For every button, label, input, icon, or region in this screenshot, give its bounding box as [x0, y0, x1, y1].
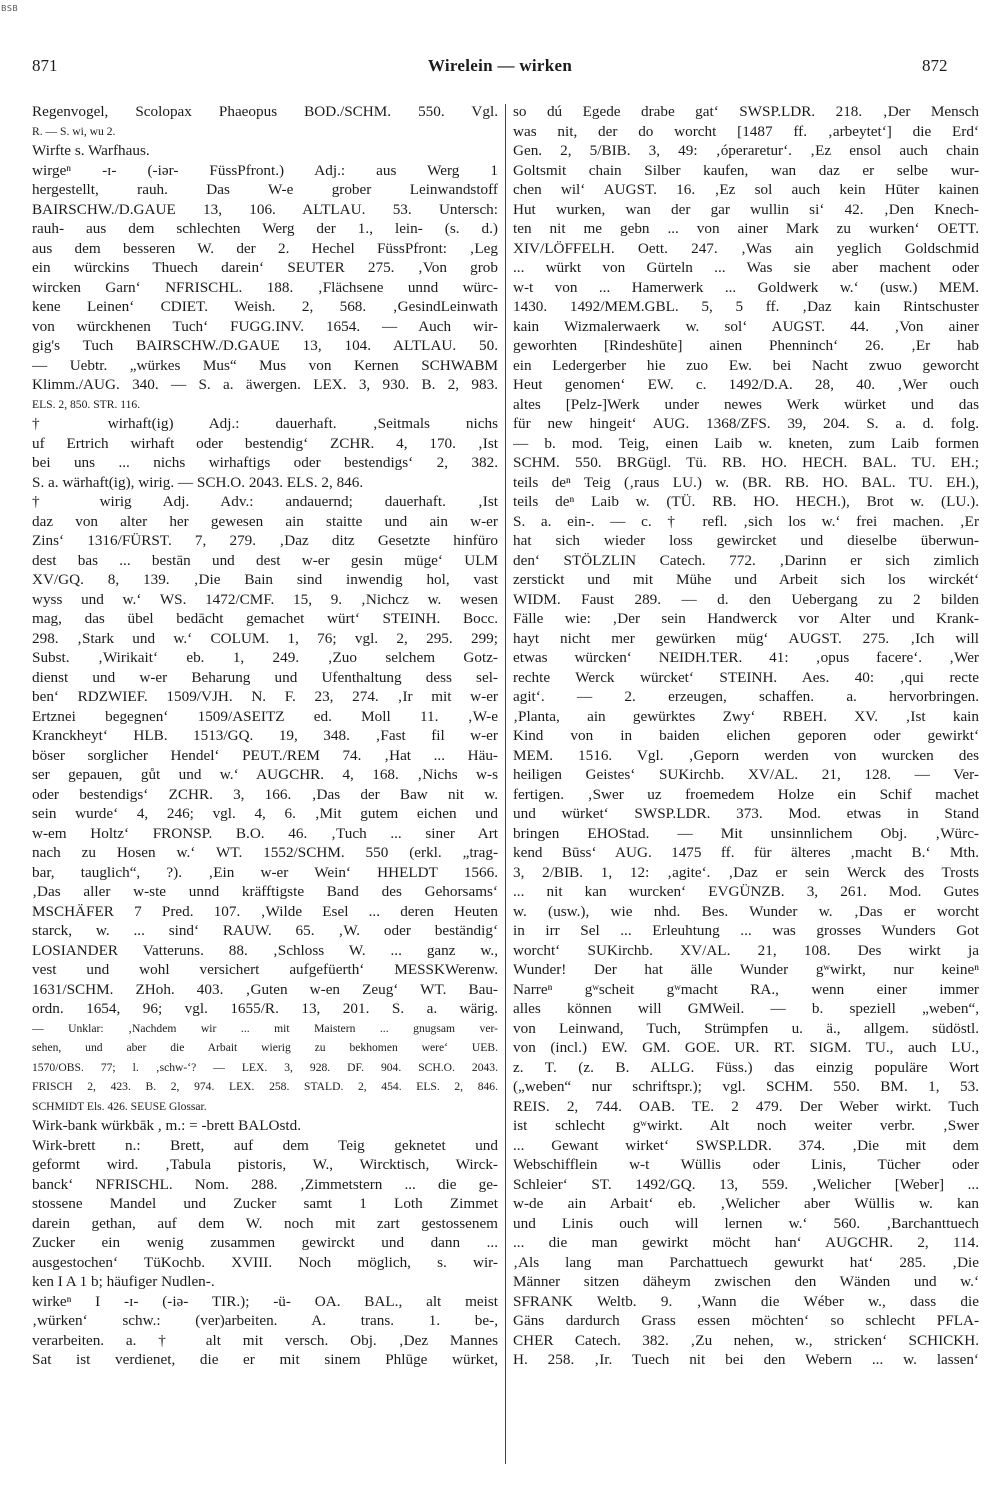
- text-line: teils deⁿ Teig (‚raus LU.) w. (BR. RB. HO. BAL. TU. EH.),: [513, 473, 979, 491]
- text-line: für new hingeit‘ AUG. 1368/ZFS. 39, 204. S. a. d. folg.: [513, 415, 979, 432]
- text-line: SFRANK Weltb. 9. ‚Wann die Wéber w., dass die: [513, 1292, 979, 1310]
- text-line: XV/GQ. 8, 139. ‚Die Bain sind inwendig hol, vast: [32, 571, 498, 588]
- text-line: Hut wurken, wan der gar wullin si‘ 42. ‚Den Knech-: [513, 200, 979, 218]
- text-line: 3, 2/BIB. 1, 12: ‚agite‘. ‚Daz er sein Werck des Trosts: [513, 863, 979, 881]
- text-line: böser sorglicher Hendel‘ PEUT./REM 74. ‚Hat ... Häu-: [32, 746, 498, 764]
- text-line: zerstickt und mit Mühe und Arbeit sich los wirckét‘: [513, 571, 979, 588]
- text-line: Sat ist verdienet, die er mit sinem Phlūge würket,: [32, 1351, 498, 1368]
- text-line: uf Ertrich wirhaft oder bestendig‘ ZCHR. 4, 170. ‚Ist: [32, 434, 498, 452]
- left-column: [32, 102, 498, 1472]
- text-line: gig's Tuch BAIRSCHW./D.GAUE 13, 104. ALTLAU. 50.: [32, 337, 498, 354]
- text-line: Zins‘ 1316/FÜRST. 7, 279. ‚Daz ditz Gesetzte hinfüro: [32, 532, 498, 549]
- text-line: oder bestendigs‘ ZCHR. 3, 166. ‚Das der Baw nit w.: [32, 785, 498, 803]
- text-line: kend Būss‘ AUG. 1475 ff. für älteres ‚macht B.‘ Mth.: [513, 844, 979, 861]
- text-line: („weben“ nur schriftspr.); vgl. SCHM. 550. BM. 1, 53.: [513, 1078, 979, 1095]
- text-line: ausgestochen‘ TüKochb. XVIII. Noch möglich, s. wir-: [32, 1253, 498, 1271]
- text-line: banck‘ NFRISCHL. Nom. 288. ‚Zimmetstern ... die ge-: [32, 1175, 498, 1193]
- text-line: stossene Mandel und Zucker samt 1 Loth Zimmet: [32, 1195, 498, 1212]
- text-line: rauh- aus dem schlechten Werg der 1., lein- (s. d.): [32, 220, 498, 237]
- page-number-left: 871: [32, 56, 58, 75]
- text-line: Webschifflein w-t Wüllis oder Linis, Tücher oder: [513, 1156, 979, 1173]
- text-line: REIS. 2, 744. OAB. TE. 2 479. Der Weber wirkt. Tuch: [513, 1097, 979, 1115]
- text-line: Ertznei begegnen‘ 1509/ASEITZ ed. Moll 11. ‚W-e: [32, 707, 498, 725]
- text-line: ist schlecht gʷwirkt. Alt noch weiter verbr. ‚Swer: [513, 1117, 979, 1134]
- text-line: vest und wohl versichert aufgefüerth‘ MESSKWerenw.: [32, 961, 498, 978]
- running-title: Wirelein — wirken: [427, 56, 573, 75]
- text-line: hayt nicht mer gewürken müg‘ AUGST. 275. ‚Ich will: [513, 629, 979, 647]
- text-line: † wirhaft(ig) Adj.: dauerhaft. ‚Seitmals nichs: [32, 415, 498, 432]
- text-line: worcht‘ SUKirchb. XV/AL. 21, 108. Des wirkt ja: [513, 941, 979, 959]
- text-line: nach zu Hosen w.‘ WT. 1552/SCHM. 550 (erkl. „trag-: [32, 844, 498, 861]
- text-line: w-t von ... Hamerwerk ... Goldwerk w.‘ (usw.) MEM.: [513, 278, 979, 296]
- text-line: Zucker ein wenig zusammen gewirckt und dann ...: [32, 1234, 498, 1251]
- text-line: bar, tauglich“, ?). ‚Ein w-er Wein‘ HHELDT 1566.: [32, 863, 498, 881]
- text-line: Kind von in baiden elichen geporen oder gewirkt‘: [513, 727, 979, 744]
- text-line: ... die man gewirkt möcht han‘ AUGCHR. 2, 114.: [513, 1234, 979, 1251]
- text-line: Wirfte s. Warfhaus.: [32, 142, 150, 159]
- text-line: geformt wird. ‚Tabula pistoris, W., Wircktisch, Wirck-: [32, 1156, 498, 1173]
- text-line: ‚Planta, ain gewürktes Zwy‘ RBEH. XV. ‚Ist kain: [513, 707, 979, 725]
- text-line: geworhten [Rindeshūte] ainen Phenninch‘ 26. ‚Er hab: [513, 337, 979, 354]
- text-line: wyss und w.‘ WS. 1472/CMF. 15, 9. ‚Nichcz w. wesen: [32, 590, 498, 608]
- text-line: R. — S. wi, wu 2.: [32, 124, 116, 138]
- text-line: w-de ain Arbait‘ eb. ‚Welicher aber Wüllis w. kan: [513, 1195, 979, 1212]
- text-line: 1430. 1492/MEM.GBL. 5, 5 ff. ‚Daz kain Rintschuster: [513, 298, 979, 315]
- text-line: Wunder! Der hat älle Wunder gʷwirkt, nur keineⁿ: [513, 961, 979, 978]
- text-line: ben‘ RDZWIEF. 1509/VJH. N. F. 23, 274. ‚Ir mit w-er: [32, 688, 498, 705]
- text-line: ... Gewant wirket‘ SWSP.LDR. 374. ‚Die mit dem: [513, 1136, 979, 1154]
- text-line: ‚Das aller w-ste unnd kräfftigste Band des Gehorsams‘: [32, 883, 498, 900]
- text-line: S. a. ein-. — c. † refl. ‚sich los w.‘ frei machen. ‚Er: [513, 512, 979, 530]
- text-line: Wirk-brett n.: Brett, auf dem Teig geknetet und: [32, 1136, 498, 1154]
- text-line: ‚Als lang man Parchattuech gewurkt hat‘ 285. ‚Die: [513, 1253, 979, 1271]
- text-line: wircken Garn‘ NFRISCHL. 188. ‚Flächsene unnd würc-: [32, 278, 498, 296]
- text-line: von (incl.) EW. GM. GOE. UR. RT. SIGM. TU., auch LU.,: [513, 1039, 979, 1056]
- text-line: ... würkt von Gürteln ... Was sie aber machent oder: [513, 259, 979, 276]
- text-line: wirkeⁿ I -ɪ- (-iə- TIR.); -ü- OA. BAL., alt meist: [32, 1292, 498, 1310]
- text-line: Männer sitzen däheym zwischen den Wänden und w.‘: [513, 1273, 979, 1290]
- text-line: Goltsmit chain Silber kaufen, wan daz er selbe wur-: [513, 161, 979, 179]
- text-line: von würckhenen Tuch‘ FUGG.INV. 1654. — Auch wir-: [32, 317, 498, 335]
- text-line: rechte Werck würcket‘ STEINH. Aes. 40: ‚qui recte: [513, 668, 979, 686]
- column-divider: [505, 104, 506, 1464]
- text-line: ... nit kan wurcken‘ EVGÜNZB. 3, 261. Mod. Gutes: [513, 883, 979, 900]
- text-line: 298. ‚Stark und w.‘ COLUM. 1, 76; vgl. 2, 295. 299;: [32, 629, 498, 647]
- text-line: BAIRSCHW./D.GAUE 13, 106. ALTLAU. 53. Untersch:: [32, 200, 498, 218]
- text-line: 1570/OBS. 77; l. ‚schw-‘? — LEX. 3, 928. DF. 904. SCH.O. 2043.: [32, 1060, 498, 1074]
- text-line: Narreⁿ gʷscheit gʷmacht RA., wenn einer immer: [513, 980, 979, 998]
- text-line: dest bas ... bestān und dest w-er gesin müge‘ ULM: [32, 551, 498, 569]
- text-line: — b. mod. Teig, einen Laib w. kneten, zum Laib formen: [513, 434, 979, 452]
- text-line: 1631/SCHM. ZHoh. 403. ‚Guten w-en Zeug‘ WT. Bau-: [32, 980, 498, 998]
- text-line: in irr Sel ... Erleuhtung ... was grosses Wunders Got: [513, 922, 979, 939]
- text-line: etwas würcken‘ NEIDH.TER. 41: ‚opus facere‘. ‚Wer: [513, 649, 979, 666]
- text-line: ser gepauen, gůt und w.‘ AUGCHR. 4, 168. ‚Nichs w-s: [32, 766, 498, 783]
- text-line: hergestellt, rauh. Das W-e grober Leinwandstoff: [32, 181, 498, 198]
- text-line: kene Leinen‘ CDIET. Weish. 2, 568. ‚GesindLeinwath: [32, 298, 498, 315]
- text-line: altes [Pelz-]Werk under newes Werk würket und das: [513, 395, 979, 413]
- text-line: w. (usw.), wie nhd. Bes. Wunder w. ‚Das er worcht: [513, 902, 979, 920]
- text-line: agit‘. — 2. erzeugen, schaffen. a. hervorbringen.: [513, 688, 979, 705]
- text-line: SCHM. 550. BRGügl. Tü. RB. HO. HECH. BAL. TU. EH.;: [513, 454, 979, 471]
- text-line: dienst und w-er Beharung und Ufenthaltung dess sel-: [32, 668, 498, 686]
- text-line: FRISCH 2, 423. B. 2, 974. LEX. 258. STALD. 2, 454. ELS. 2, 846.: [32, 1080, 498, 1093]
- text-line: MSCHÄFER 7 Pred. 107. ‚Wilde Esel ... deren Heuten: [32, 902, 498, 920]
- text-line: von Leinwand, Tuch, Strümpfen u. ä., allgem. südöstl.: [513, 1019, 979, 1037]
- text-line: SCHMIDT Els. 426. SEUSE Glossar.: [32, 1099, 207, 1113]
- text-line: heiligen Geistes‘ SUKirchb. XV/AL. 21, 128. — Ver-: [513, 766, 979, 783]
- text-line: Wirk-bank würkbāk , m.: = -brett BALOstd.: [32, 1117, 302, 1134]
- text-line: hat sich wieder loss gewircket und dieselbe überwun-: [513, 532, 979, 549]
- text-line: bringen EHOStad. — Mit unsinnlichem Obj. ‚Würc-: [513, 824, 979, 842]
- text-line: Gen. 2, 5/BIB. 3, 49: ‚óperaretur‘. ‚Ez ensol auch chain: [513, 142, 979, 159]
- text-line: Subst. ‚Wirikait‘ eb. 1, 249. ‚Zuo selchem Gotz-: [32, 649, 498, 666]
- text-line: darein gethan, auf dem W. noch mit zart gestossenem: [32, 1214, 498, 1232]
- text-line: — Unklar: ‚Nachdem wir ... mit Maistern ... gnugsam ver-: [32, 1021, 498, 1035]
- text-line: wirgeⁿ -ɪ- (-iər- FüssPfront.) Adj.: aus Werg 1: [32, 161, 498, 179]
- text-line: Fälle wie: ‚Der sein Handwerck vor Alter und Krank-: [513, 610, 979, 627]
- text-line: was nit, der do worcht [1487 ff. ‚arbeytet‘] die Erd‘: [513, 122, 979, 140]
- text-line: LOSIANDER Vatteruns. 88. ‚Schloss W. ... ganz w.,: [32, 941, 498, 959]
- text-line: sein wurde‘ 4, 246; vgl. 4, 6. ‚Mit gutem eichen und: [32, 805, 498, 822]
- text-line: Kranckheyt‘ HLB. 1513/GQ. 19, 348. ‚Fast fil w-er: [32, 727, 498, 744]
- text-line: † wirig Adj. Adv.: andauernd; dauerhaft. ‚Ist: [32, 493, 498, 510]
- text-line: teils deⁿ Laib w. (TÜ. RB. HO. HECH.), Brot w. (LU.).: [513, 493, 979, 510]
- page-number-right: 872: [922, 56, 948, 75]
- text-line: Heut genomen‘ EW. c. 1492/D.A. 28, 40. ‚Wer ouch: [513, 376, 979, 393]
- text-line: alles können will GMWeil. — b. speziell „weben“,: [513, 1000, 979, 1017]
- text-line: und würket‘ SWSP.LDR. 373. Mod. etwas in Stand: [513, 805, 979, 822]
- text-line: H. 258. ‚Ir. Tuech nit bei den Webern ... w. lassen‘: [513, 1351, 979, 1368]
- text-line: daz von alter her gewesen ain staitte und ain w-er: [32, 512, 498, 530]
- text-line: aus dem besseren W. der 2. Hechel FüssPfront: ‚Leg: [32, 239, 498, 257]
- text-line: ein würckins Thuech darein‘ SEUTER 275. ‚Von grob: [32, 259, 498, 276]
- text-line: Klimm./AUG. 340. — S. a. äwergen. LEX. 3, 930. B. 2, 983.: [32, 376, 498, 393]
- text-line: und Linis ouch will lernen w.‘ 560. ‚Barchanttuech: [513, 1214, 979, 1232]
- text-line: verarbeiten. a. † alt mit versch. Obj. ‚Dez Mannes: [32, 1331, 498, 1349]
- text-line: w-em Holtz‘ FRONSP. B.O. 46. ‚Tuch ... siner Art: [32, 824, 498, 842]
- text-line: Gäns dardurch Grass essen möchten‘ so schlecht PFLA-: [513, 1312, 979, 1329]
- text-line: mag, das übel bedācht gemachet würt‘ STEINH. Bocc.: [32, 610, 498, 627]
- text-line: ‚würken‘ schw.: (ver)arbeiten. A. trans. 1. be-,: [32, 1312, 498, 1329]
- text-line: Regenvogel, Scolopax Phaeopus BOD./SCHM. 550. Vgl.: [32, 103, 498, 120]
- text-line: ten nit me gebn ... von ainer Mark zu wurken‘ OETT.: [513, 220, 979, 237]
- library-stamp: BSB: [1, 4, 19, 13]
- text-line: ordn. 1654, 96; vgl. 1655/R. 13, 201. S. a. wärig.: [32, 1000, 498, 1017]
- text-line: den‘ STÖLZLIN Catech. 772. ‚Darinn er sich zimlich: [513, 551, 979, 569]
- text-line: fertigen. ‚Swer uz froemedem Holze ein Schif machet: [513, 785, 979, 803]
- text-line: S. a. wärhaft(ig), wirig. — SCH.O. 2043. ELS. 2, 846.: [32, 473, 364, 491]
- text-line: ken I A 1 b; häufiger Nudlen-.: [32, 1273, 215, 1290]
- text-line: — Uebtr. „würkes Mus“ Mus von Kernen SCHWABM: [32, 356, 498, 374]
- text-line: CHER Catech. 382. ‚Zu nehen, w., stricken‘ SCHICKH.: [513, 1331, 979, 1349]
- text-line: starck, w. ... sind‘ RAUW. 65. ‚W. oder beständig‘: [32, 922, 498, 939]
- text-line: XIV/LÖFFELH. Oett. 247. ‚Was ain yeglich Goldschmid: [513, 239, 979, 257]
- text-line: kain Wizmalerwaerk w. sol‘ AUGST. 44. ‚Von ainer: [513, 317, 979, 335]
- text-line: bei uns ... nichs wirhaftigs oder bestendigs‘ 2, 382.: [32, 454, 498, 471]
- text-line: WIDM. Faust 289. — d. den Uebergang zu 2 bilden: [513, 590, 979, 608]
- text-line: so dú Egede drabe gat‘ SWSP.LDR. 218. ‚Der Mensch: [513, 103, 979, 120]
- text-line: chen wil‘ AUGST. 16. ‚Ez sol auch kein Hūter kainen: [513, 181, 979, 198]
- text-line: ELS. 2, 850. STR. 116.: [32, 397, 141, 411]
- text-line: ein Ledergerber hie zuo Ew. bei Nacht zwuo geworcht: [513, 356, 979, 374]
- text-line: z. T. (z. B. ALLG. Füss.) das einzig populäre Wort: [513, 1058, 979, 1076]
- right-column: [513, 102, 979, 1472]
- text-line: sehen, und aber die Arbait wierig zu bekhomen were‘ UEB.: [32, 1041, 498, 1054]
- text-line: MEM. 1516. Vgl. ‚Geporn werden von wurcken des: [513, 746, 979, 764]
- text-line: Schleier‘ ST. 1492/GQ. 13, 559. ‚Welicher [Weber] ...: [513, 1175, 979, 1193]
